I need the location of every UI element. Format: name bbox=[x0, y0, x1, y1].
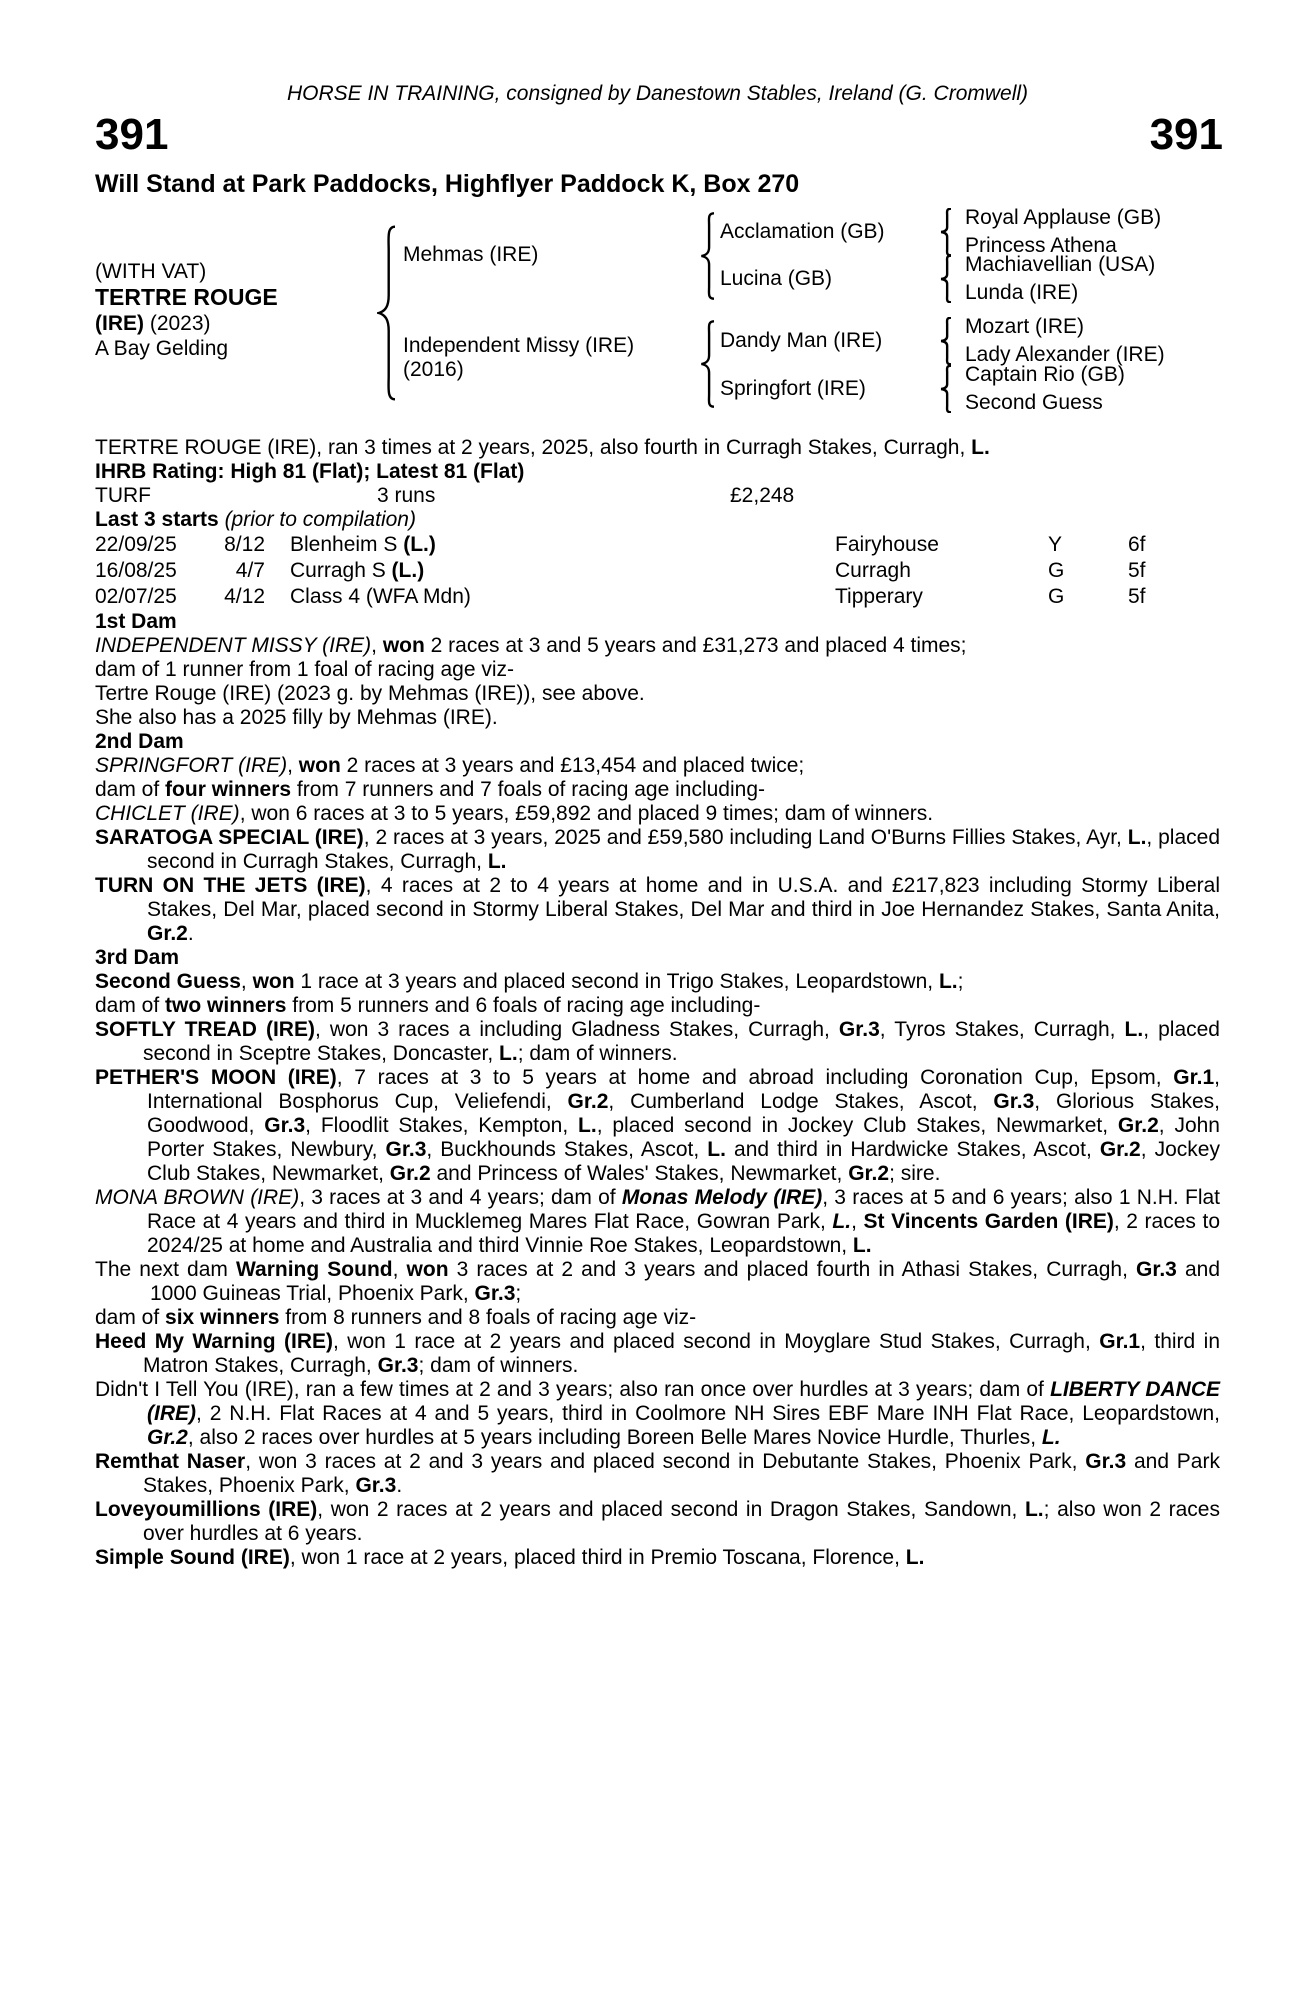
dam1-progeny: Tertre Rouge (IRE) (2023 g. by Mehmas (IRE)), see above. bbox=[95, 682, 645, 705]
start-date: 02/07/25 bbox=[95, 585, 177, 608]
dam2-progeny: SARATOGA SPECIAL (IRE), 2 races at 3 years, 2025 and £59,580 including Land O'Burns Fillies Stakes, Ayr, L., placed second in Curragh Stakes, Curragh, L. bbox=[95, 826, 1220, 873]
gen2-sire-sire: Acclamation (GB) bbox=[720, 220, 885, 243]
dam3-paragraph: Second Guess, won 1 race at 3 years and placed second in Trigo Stakes, Leopardstown, L.; bbox=[95, 970, 964, 993]
start-race: Class 4 (WFA Mdn) bbox=[290, 585, 471, 608]
dam1-paragraph: She also has a 2025 filly by Mehmas (IRE). bbox=[95, 706, 498, 729]
horse-suffix-year: (IRE) (2023) bbox=[95, 312, 211, 335]
lot-number-right: 391 bbox=[1149, 110, 1223, 159]
start-distance: 5f bbox=[1128, 559, 1146, 582]
catalogue-body bbox=[0, 436, 1315, 1570]
start-row bbox=[95, 584, 1220, 610]
sire-name: Mehmas (IRE) bbox=[403, 243, 539, 266]
start-position: 4/12 bbox=[224, 585, 265, 608]
pedigree-tree bbox=[95, 204, 1240, 436]
dam2-paragraph: SPRINGFORT (IRE), won 2 races at 3 years and £13,454 and placed twice; bbox=[95, 754, 805, 777]
next-dam-progeny: Loveyoumillions (IRE), won 2 races at 2 years and placed second in Dragon Stakes, Sandown, L.; also won 2 races over hurdles at 6 years. bbox=[95, 1498, 1220, 1545]
lot-number-row bbox=[0, 112, 1315, 158]
runs-count: 3 runs bbox=[377, 484, 436, 507]
start-position: 4/7 bbox=[235, 559, 265, 582]
start-going: G bbox=[1048, 559, 1065, 582]
gen3-ancestor: Machiavellian (USA) bbox=[965, 253, 1156, 276]
start-race: Blenheim S (L.) bbox=[290, 533, 436, 556]
dam3-paragraph: dam of two winners from 5 runners and 6 foals of racing age including- bbox=[95, 994, 761, 1017]
start-course: Curragh bbox=[835, 559, 911, 582]
lot-number-left: 391 bbox=[95, 110, 169, 159]
last-starts-title: Last 3 starts (prior to compilation) bbox=[95, 508, 416, 531]
pedigree-brace-dam bbox=[700, 320, 714, 408]
start-going: Y bbox=[1048, 533, 1063, 556]
dam2-paragraph: dam of four winners from 7 runners and 7 foals of racing age including- bbox=[95, 778, 765, 801]
next-dam-paragraph: The next dam Warning Sound, won 3 races at 2 and 3 years and placed fourth in Athasi Stakes, Curragh, Gr.3 and 1000 Guineas Trial, Phoenix Park, Gr.3; bbox=[95, 1258, 1220, 1305]
gen2-dam-sire: Dandy Man (IRE) bbox=[720, 329, 883, 352]
start-date: 16/08/25 bbox=[95, 559, 177, 582]
dam1-paragraph: INDEPENDENT MISSY (IRE), won 2 races at 3 and 5 years and £31,273 and placed 4 times; bbox=[95, 634, 967, 657]
dam2-progeny: CHICLET (IRE), won 6 races at 3 to 5 years, £59,892 and placed 9 times; dam of winners. bbox=[95, 802, 934, 825]
gen3-ancestor: Second Guess bbox=[965, 391, 1103, 414]
dam2-header: 2nd Dam bbox=[95, 730, 184, 753]
gen3-ancestor: Lady Alexander (IRE) bbox=[965, 343, 1165, 366]
stand-location: Will Stand at Park Paddocks, Highflyer Paddock K, Box 270 bbox=[95, 170, 800, 198]
horse-name: TERTRE ROUGE bbox=[95, 284, 278, 310]
dam2-progeny: TURN ON THE JETS (IRE), 4 races at 2 to 4 years at home and in U.S.A. and £217,823 including Stormy Liberal Stakes, Del Mar, placed second in Stormy Liberal Stakes, Del Mar and third in Joe Hernandez Stakes, Santa Anita, Gr.2. bbox=[95, 874, 1220, 945]
next-dam-paragraph: dam of six winners from 8 runners and 8 foals of racing age viz- bbox=[95, 1306, 697, 1329]
surface-label: TURF bbox=[95, 484, 151, 507]
dam3-progeny: MONA BROWN (IRE), 3 races at 3 and 4 years; dam of Monas Melody (IRE), 3 races at 5 and 6 years; also 1 N.H. Flat Race at 4 years and third in Mucklemeg Mares Flat Race, Gowran Park, L., St Vincents Garden (IRE), 2 races to 2024/25 at home and Australia and third Vinnie Roe Stakes, Leopardstown, L. bbox=[95, 1186, 1220, 1257]
gen3-ancestor: Mozart (IRE) bbox=[965, 315, 1085, 338]
dam-name: Independent Missy (IRE) (2016) bbox=[403, 334, 635, 381]
start-distance: 5f bbox=[1128, 585, 1146, 608]
gen2-sire-dam: Lucina (GB) bbox=[720, 267, 833, 290]
pedigree-brace-gen3-4 bbox=[940, 365, 951, 413]
start-course: Fairyhouse bbox=[835, 533, 939, 556]
next-dam-progeny: Heed My Warning (IRE), won 1 race at 2 years and placed second in Moyglare Stud Stakes, Curragh, Gr.1, third in Matron Stakes, Curragh, Gr.3; dam of winners. bbox=[95, 1330, 1221, 1377]
consignment-line: HORSE IN TRAINING, consigned by Danestown Stables, Ireland (G. Cromwell) bbox=[286, 82, 1029, 105]
pedigree-brace-gen3-1 bbox=[940, 208, 951, 256]
next-dam-progeny: Remthat Naser, won 3 races at 2 and 3 years and placed second in Debutante Stakes, Phoenix Park, Gr.3 and Park Stakes, Phoenix Park, Gr.3. bbox=[95, 1450, 1220, 1497]
horse-description: A Bay Gelding bbox=[95, 337, 229, 360]
dam3-header: 3rd Dam bbox=[95, 946, 180, 969]
pedigree-brace-sire bbox=[700, 212, 714, 300]
earnings-value: £2,248 bbox=[730, 484, 795, 507]
start-course: Tipperary bbox=[835, 585, 923, 608]
earnings-row bbox=[95, 484, 1220, 508]
start-distance: 6f bbox=[1128, 533, 1146, 556]
vat-note: (WITH VAT) bbox=[95, 260, 207, 283]
start-row bbox=[95, 558, 1220, 584]
dam3-progeny: PETHER'S MOON (IRE), 7 races at 3 to 5 years at home and abroad including Coronation Cup, Epsom, Gr.1, International Bosphorus Cup, Veliefendi, Gr.2, Cumberland Lodge Stakes, Ascot, Gr.3, Glorious Stakes, Goodwood, Gr.3, Floodlit Stakes, Kempton, L., placed second in Jockey Club Stakes, Newmarket, Gr.2, John Porter Stakes, Newbury, Gr.3, Buckhounds Stakes, Ascot, L. and third in Hardwicke Stakes, Ascot, Gr.2, Jockey Club Stakes, Newmarket, Gr.2 and Princess of Wales' Stakes, Newmarket, Gr.2; sire. bbox=[95, 1066, 1220, 1185]
start-row bbox=[95, 532, 1220, 558]
race-summary: TERTRE ROUGE (IRE), ran 3 times at 2 years, 2025, also fourth in Curragh Stakes, Curragh, L. bbox=[95, 436, 990, 459]
next-dam-progeny: Simple Sound (IRE), won 1 race at 2 years, placed third in Premio Toscana, Florence, L. bbox=[95, 1546, 925, 1569]
start-going: G bbox=[1048, 585, 1065, 608]
pedigree-brace-gen3-3 bbox=[940, 317, 951, 365]
pedigree-brace-gen1 bbox=[377, 224, 395, 402]
pedigree-brace-gen3-2 bbox=[940, 255, 951, 303]
ihrb-rating: IHRB Rating: High 81 (Flat); Latest 81 (Flat) bbox=[95, 460, 525, 483]
dam1-header: 1st Dam bbox=[95, 610, 177, 633]
gen3-ancestor: Captain Rio (GB) bbox=[965, 363, 1125, 386]
gen3-ancestor: Royal Applause (GB) bbox=[965, 206, 1162, 229]
start-race: Curragh S (L.) bbox=[290, 559, 425, 582]
start-date: 22/09/25 bbox=[95, 533, 177, 556]
start-position: 8/12 bbox=[224, 533, 265, 556]
gen3-ancestor: Princess Athena bbox=[965, 234, 1117, 257]
next-dam-progeny: Didn't I Tell You (IRE), ran a few times at 2 and 3 years; also ran once over hurdles at 3 years; dam of LIBERTY DANCE (IRE), 2 N.H. Flat Races at 4 and 5 years, third in Coolmore NH Sires EBF Mare INH Flat Race, Leopardstown, Gr.2, also 2 races over hurdles at 5 years including Boreen Belle Mares Novice Hurdle, Thurles, L. bbox=[95, 1378, 1220, 1449]
dam3-progeny: SOFTLY TREAD (IRE), won 3 races a including Gladness Stakes, Curragh, Gr.3, Tyros Stakes, Curragh, L., placed second in Sceptre Stakes, Doncaster, L.; dam of winners. bbox=[95, 1018, 1220, 1065]
dam1-paragraph: dam of 1 runner from 1 foal of racing age viz- bbox=[95, 658, 515, 681]
gen3-ancestor: Lunda (IRE) bbox=[965, 281, 1079, 304]
gen2-dam-dam: Springfort (IRE) bbox=[720, 377, 866, 400]
